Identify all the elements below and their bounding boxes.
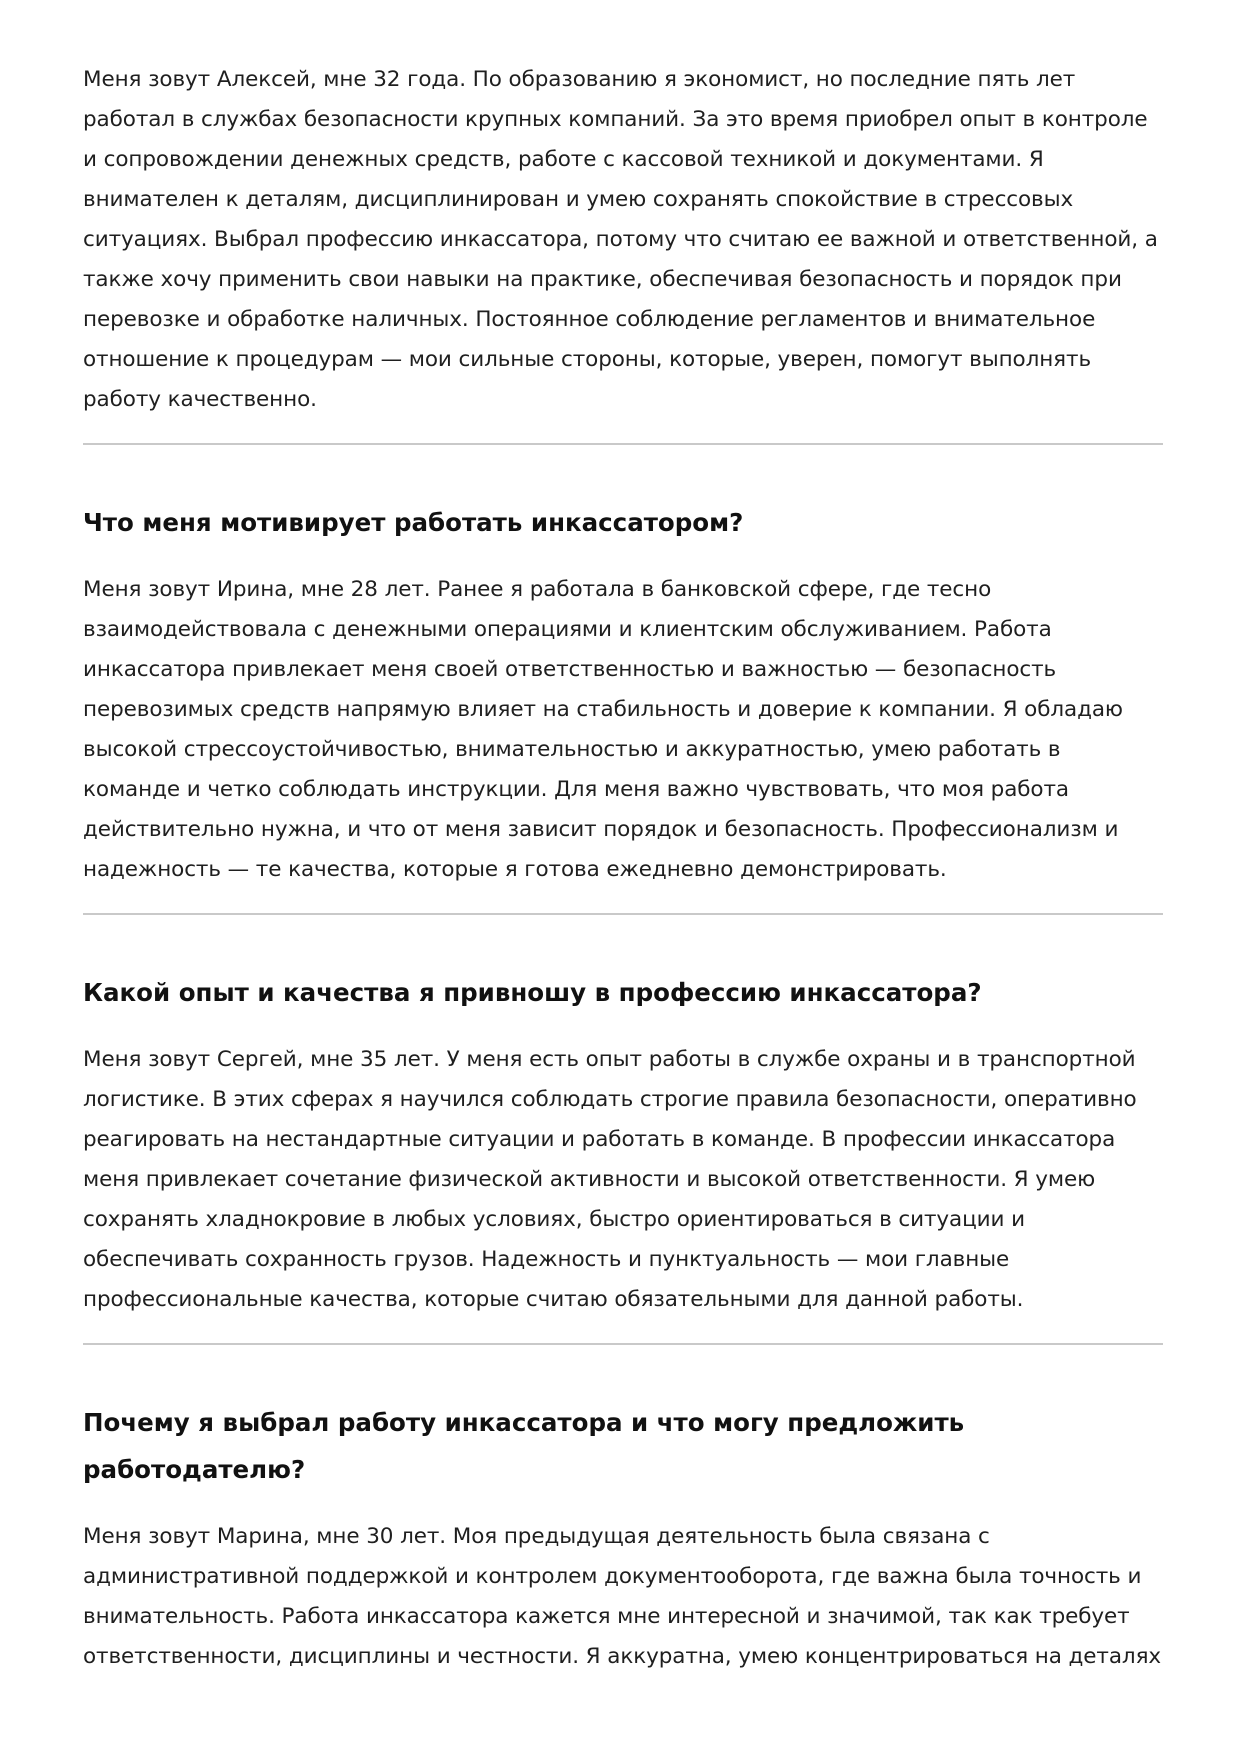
heading-motivation: Что меня мотивирует работать инкассатором? [83, 508, 744, 537]
paragraph-irina: Меня зовут Ирина, мне 28 лет. Ранее я работала в банковской сфере, где тесно взаимодействовала с денежными операциями и клиентским обслуживанием. Работа инкассатора привлекает меня своей ответственностью и важностью — безопасность перевозимых средств напрямую влияет на стабильность и доверие к компании. Я обладаю высокой стрессоустойчивостью, внимательностью и аккуратностью, умею работать в команде и четко соблюдать инструкции. Для меня важно чувствовать, что моя работа действительно нужна, и что от меня зависит порядок и безопасность. Профессионализм и надежность — те качества, которые я готова ежедневно демонстрировать. [83, 577, 1123, 882]
heading-experience: Какой опыт и качества я привношу в профессию инкассатора? [83, 978, 982, 1007]
section-divider [83, 913, 1163, 915]
paragraph-alexey: Меня зовут Алексей, мне 32 года. По образованию я экономист, но последние пять лет работал в службах безопасности крупных компаний. За это время приобрел опыт в контроле и сопровождении денежных средств, работе с кассовой техникой и документами. Я внимателен к деталям, дисциплинирован и умею сохранять спокойствие в стрессовых ситуациях. Выбрал профессию инкассатора, потому что считаю ее важной и ответственной, а также хочу применить свои навыки на практике, обеспечивая безопасность и порядок при перевозке и обработке наличных. Постоянное соблюдение регламентов и внимательное отношение к процедурам — мои сильные стороны, которые, уверен, помогут выполнять работу качественно. [83, 67, 1158, 412]
section-divider [83, 443, 1163, 445]
document-page [83, 60, 1163, 1677]
paragraph-sergey: Меня зовут Сергей, мне 35 лет. У меня есть опыт работы в службе охраны и в транспортной логистике. В этих сферах я научился соблюдать строгие правила безопасности, оперативно реагировать на нестандартные ситуации и работать в команде. В профессии инкассатора меня привлекает сочетание физической активности и высокой ответственности. Я умею сохранять хладнокровие в любых условиях, быстро ориентироваться в ситуации и обеспечивать сохранность грузов. Надежность и пунктуальность — мои главные профессиональные качества, которые считаю обязательными для данной работы. [83, 1047, 1137, 1312]
heading-why-chose: Почему я выбрал работу инкассатора и что могу предложить работодателю? [83, 1408, 965, 1484]
section-divider [83, 1343, 1163, 1345]
paragraph-marina: Меня зовут Марина, мне 30 лет. Моя предыдущая деятельность была связана с административной поддержкой и контролем документооборота, где важна была точность и внимательность. Работа инкассатора кажется мне интересной и значимой, так как требует ответственности, дисциплины и честности. Я аккуратна, умею концентрироваться на деталях [83, 1524, 1162, 1669]
